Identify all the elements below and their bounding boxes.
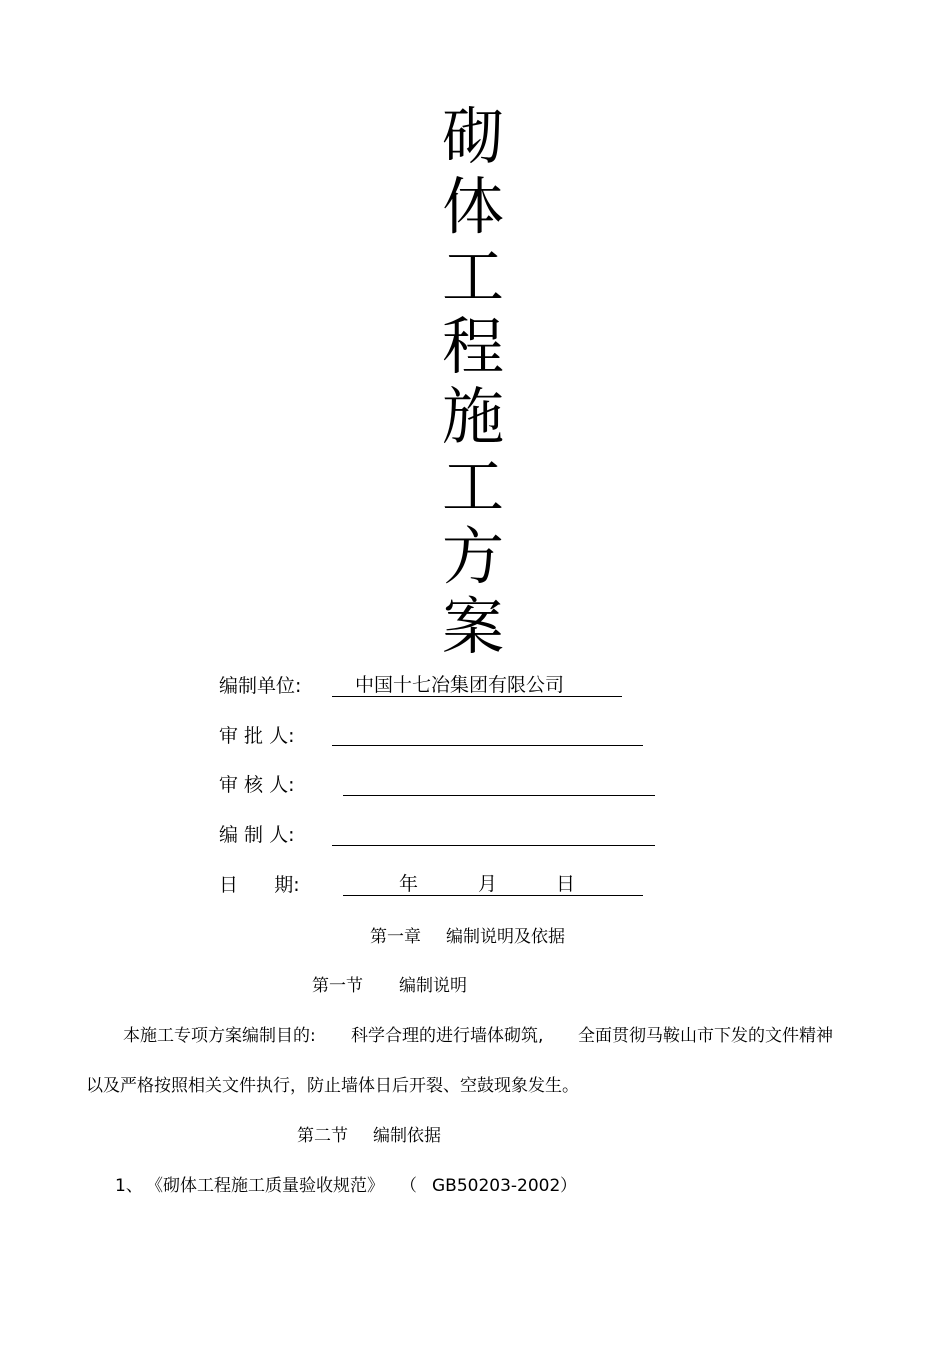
title-char: 工: [441, 240, 504, 313]
title-char: 程: [441, 310, 504, 383]
basis-item-name: 《砌体工程施工质量验收规范》: [146, 1176, 384, 1196]
title-char: 工: [441, 450, 504, 523]
paragraph-line2: 以及严格按照相关文件执行，防止墙体日后开裂、空鼓现象发生。: [86, 1076, 579, 1096]
title-char: 砌: [441, 100, 504, 173]
basis-item-code: GB50203-2002: [432, 1176, 561, 1196]
paragraph-line1-part2: 科学合理的进行墙体砌筑,: [351, 1026, 544, 1046]
title-char: 施: [441, 380, 504, 453]
basis-item-close-paren: ）: [560, 1176, 577, 1196]
chapter-number: 第一章: [370, 927, 421, 947]
section2-title: 编制依据: [373, 1126, 441, 1146]
title-char: 体: [441, 170, 504, 243]
section2-number: 第二节: [297, 1126, 348, 1146]
unit-value: 中国十七冶集团有限公司: [355, 674, 565, 696]
basis-item-number: 1、: [115, 1176, 143, 1196]
title-char: 案: [441, 590, 504, 663]
approver-label: 审 批 人:: [219, 725, 295, 747]
section1-number: 第一节: [312, 976, 363, 996]
unit-label: 编制单位:: [219, 675, 302, 697]
basis-item-open-paren: （: [400, 1176, 417, 1196]
date-month: 月: [478, 873, 498, 895]
reviewer-underline: [343, 795, 655, 796]
approver-underline: [332, 745, 643, 746]
paragraph-line1-part3: 全面贯彻马鞍山市下发的文件精神: [578, 1026, 833, 1046]
chapter-title: 编制说明及依据: [446, 927, 565, 947]
date-label: 日 期:: [219, 874, 300, 896]
author-label: 编 制 人:: [219, 824, 295, 846]
date-year: 年: [399, 873, 419, 895]
unit-underline: [332, 696, 622, 697]
date-underline: [343, 895, 643, 896]
paragraph-line1-part1: 本施工专项方案编制目的:: [123, 1026, 316, 1046]
reviewer-label: 审 核 人:: [219, 774, 295, 796]
date-day: 日: [556, 873, 576, 895]
section1-title: 编制说明: [399, 976, 467, 996]
title-char: 方: [441, 520, 504, 593]
author-underline: [332, 845, 655, 846]
